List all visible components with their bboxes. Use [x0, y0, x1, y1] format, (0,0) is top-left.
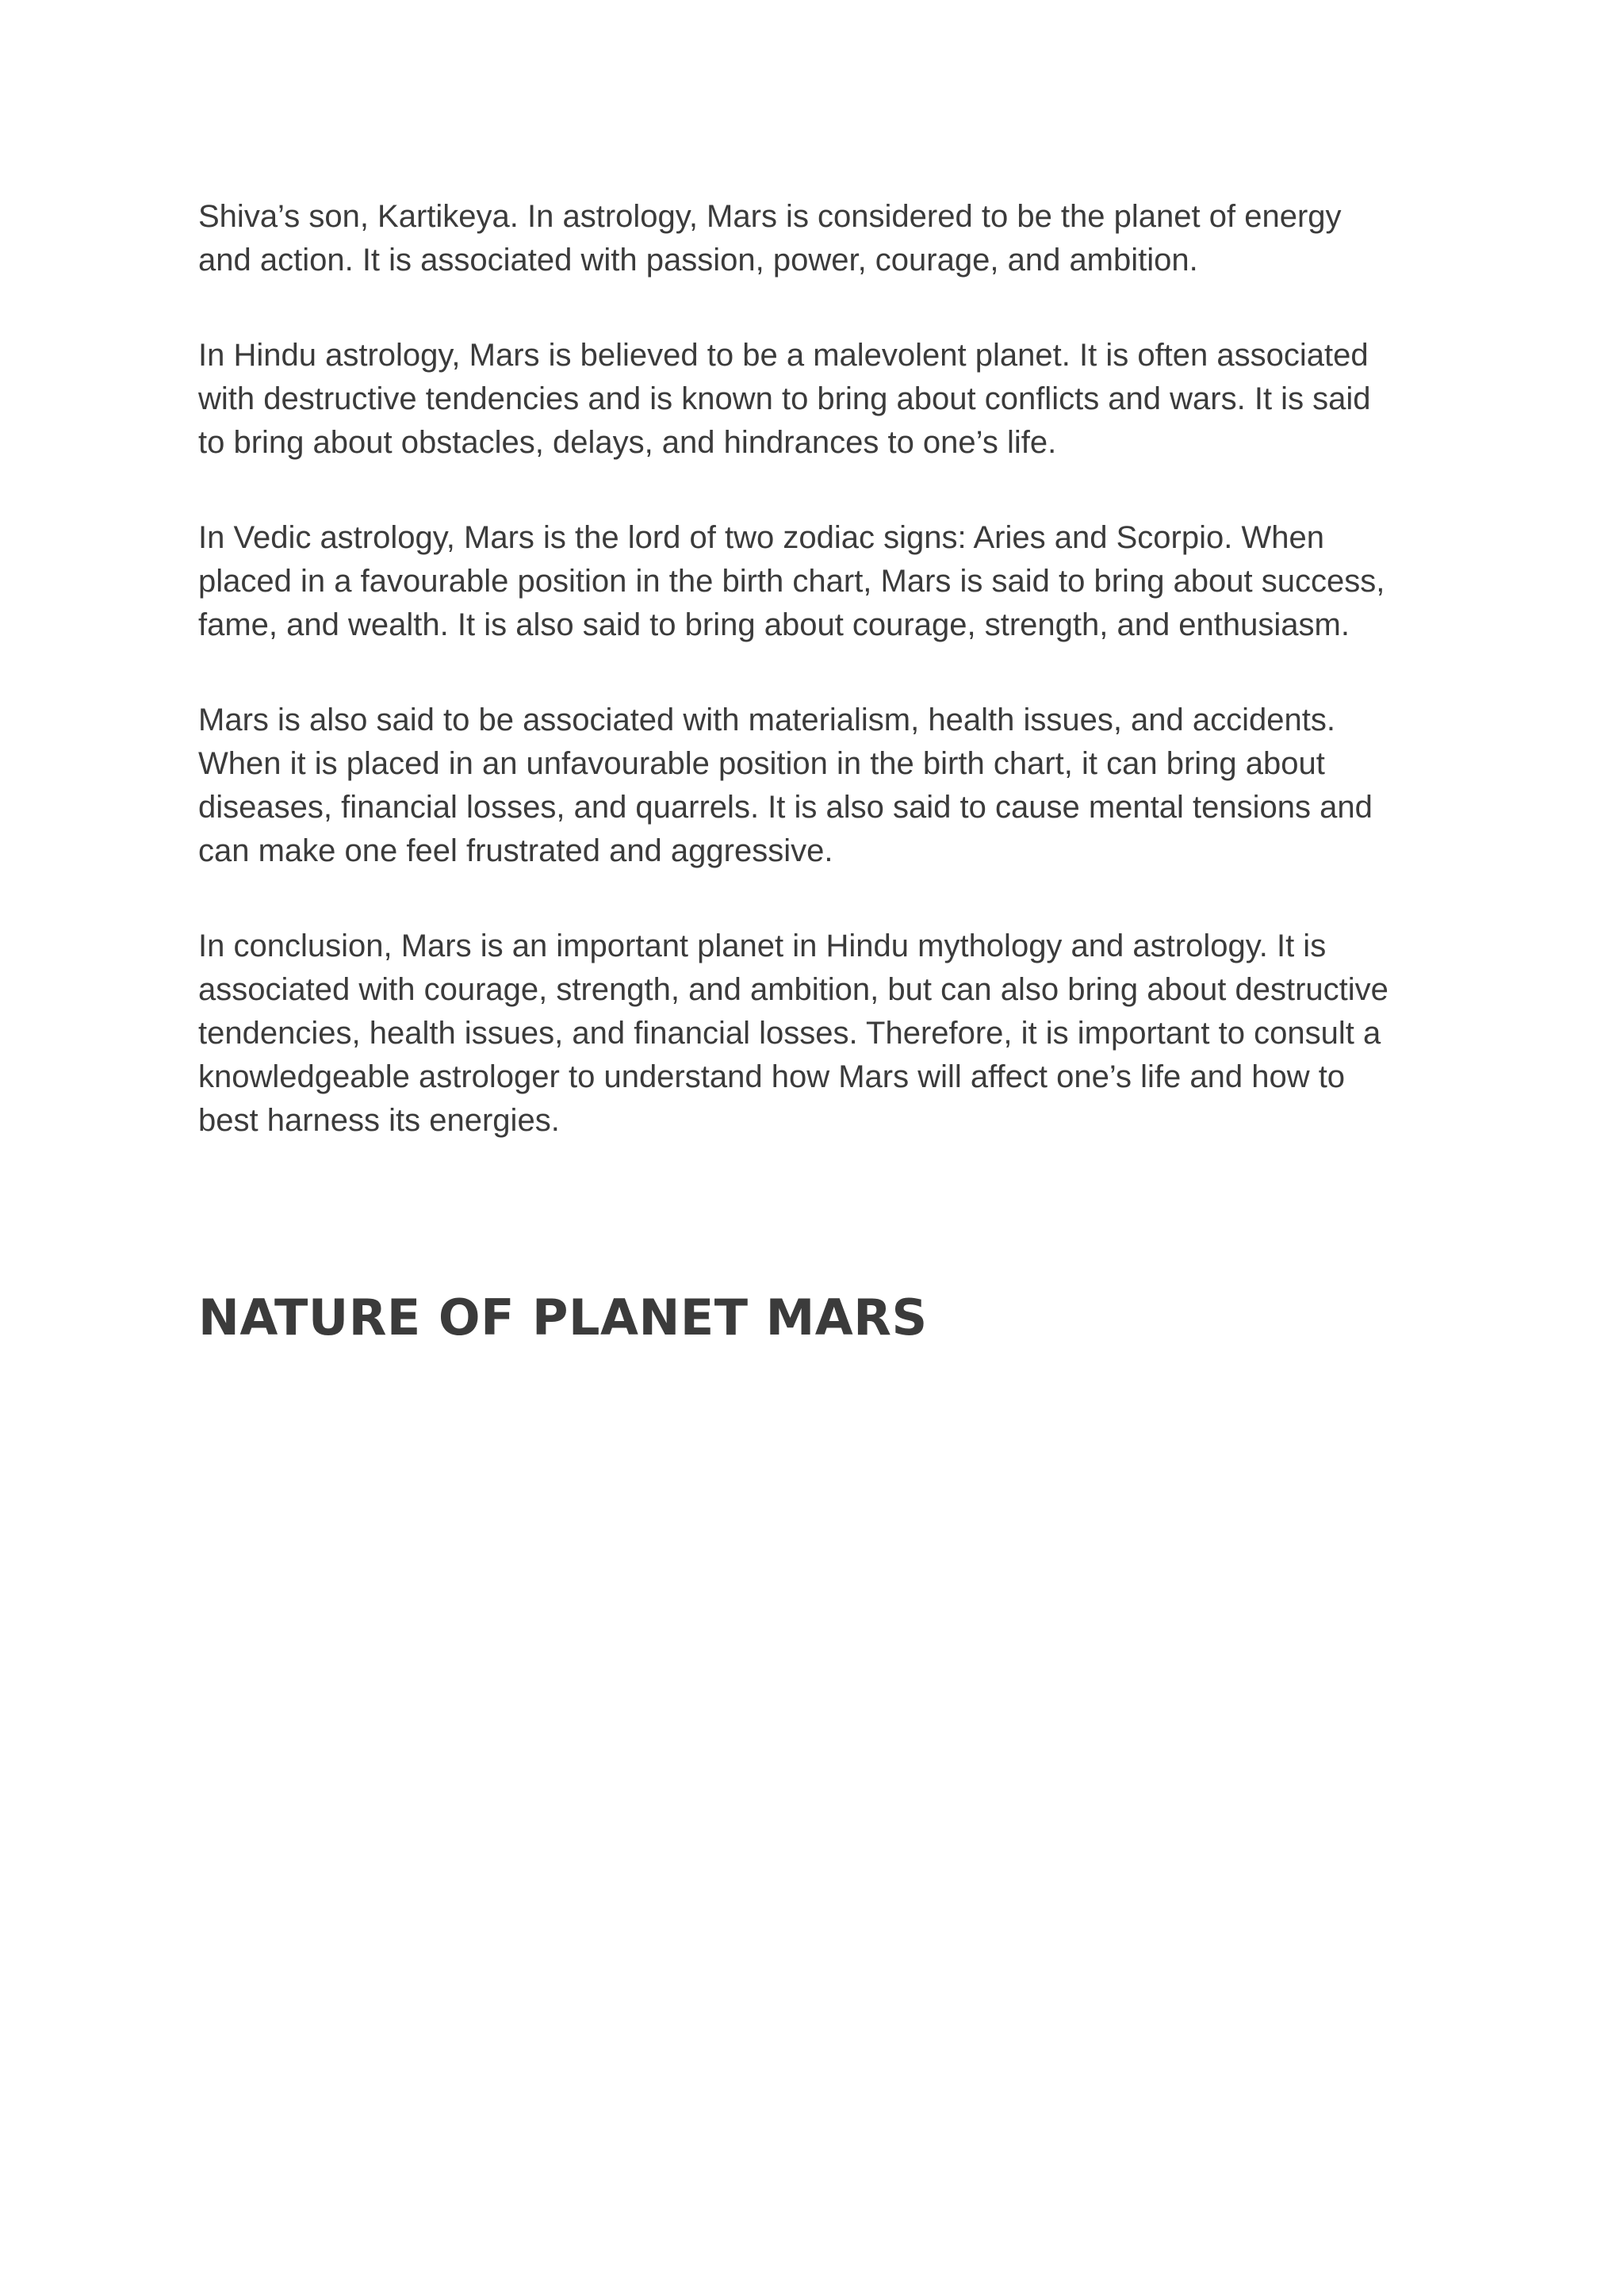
section-heading: NATURE OF PLANET MARS: [198, 1289, 928, 1346]
paragraph: Shiva’s son, Kartikeya. In astrology, Mars is considered to be the planet of energy and action. It is associated with passion, power, courage, and ambition.: [198, 199, 1342, 278]
body-text: [198, 195, 1443, 1194]
paragraph: In Vedic astrology, Mars is the lord of two zodiac signs: Aries and Scorpio. When placed in a favourable position in the birth chart, Mars is said to bring about success, fame, and wealth. It is also said to bring about courage, strength, and enthusiasm.: [198, 520, 1385, 642]
paragraph: In conclusion, Mars is an important planet in Hindu mythology and astrology. It is associated with courage, strength, and ambition, but can also bring about destructive tendencies, health issues, and financial losses. Therefore, it is important to consult a knowledgeable astrologer to understand how Mars will affect one’s life and how to best harness its energies.: [198, 929, 1388, 1138]
paragraph: Mars is also said to be associated with materialism, health issues, and accidents. When it is placed in an unfavourable position in the birth chart, it can bring about diseases, financial losses, and quarrels. It is also said to cause mental tensions and can make one feel frustrated and aggressive.: [198, 703, 1373, 868]
paragraph: In Hindu astrology, Mars is believed to be a malevolent planet. It is often associated with destructive tendencies and is known to bring about conflicts and wars. It is said to bring about obstacles, delays, and hindrances to one’s life.: [198, 338, 1371, 460]
